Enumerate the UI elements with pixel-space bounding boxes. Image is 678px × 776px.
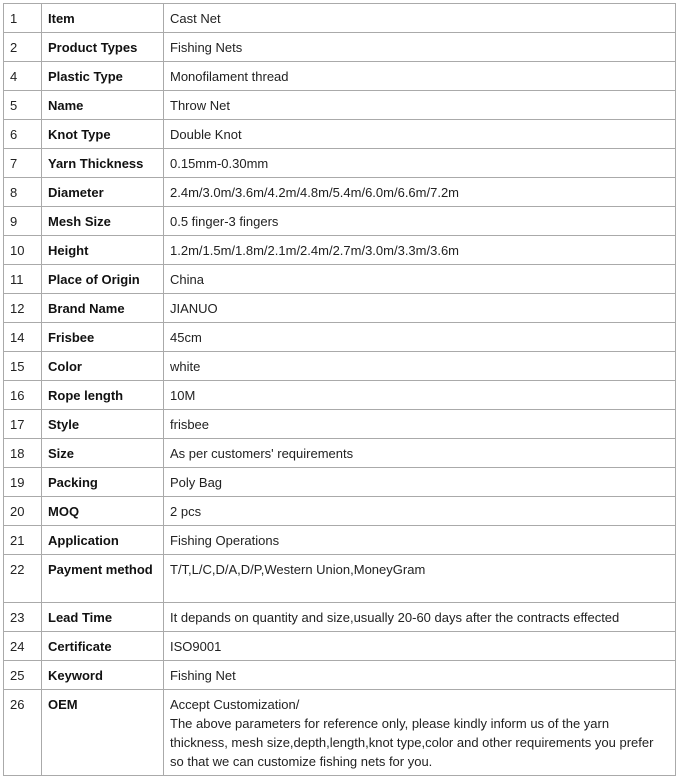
row-value: T/T,L/C,D/A,D/P,Western Union,MoneyGram — [164, 555, 676, 603]
row-value: 45cm — [164, 323, 676, 352]
row-key: Height — [42, 236, 164, 265]
row-value: Accept Customization/ The above parameters for reference only, please kindly inform us of the yarn thickness, mesh size,depth,length,knot type,color and other requirements you prefer so that we can customize fishing nets for you. — [164, 690, 676, 776]
row-number: 15 — [4, 352, 42, 381]
row-key: OEM — [42, 690, 164, 776]
table-row — [4, 207, 676, 236]
row-key: Brand Name — [42, 294, 164, 323]
row-value: white — [164, 352, 676, 381]
row-value: 1.2m/1.5m/1.8m/2.1m/2.4m/2.7m/3.0m/3.3m/3.6m — [164, 236, 676, 265]
row-number: 8 — [4, 178, 42, 207]
table-row — [4, 410, 676, 439]
row-number: 10 — [4, 236, 42, 265]
table-row — [4, 468, 676, 497]
row-number: 26 — [4, 690, 42, 776]
row-value: ISO9001 — [164, 632, 676, 661]
table-row — [4, 294, 676, 323]
table-row — [4, 33, 676, 62]
row-key: Color — [42, 352, 164, 381]
spec-table-body — [4, 4, 676, 776]
table-row — [4, 603, 676, 632]
table-row — [4, 381, 676, 410]
row-value: Fishing Operations — [164, 526, 676, 555]
row-number: 11 — [4, 265, 42, 294]
row-number: 7 — [4, 149, 42, 178]
table-row — [4, 4, 676, 33]
row-number: 19 — [4, 468, 42, 497]
row-value: As per customers' requirements — [164, 439, 676, 468]
row-number: 2 — [4, 33, 42, 62]
row-value: 2 pcs — [164, 497, 676, 526]
row-number: 23 — [4, 603, 42, 632]
row-key: Style — [42, 410, 164, 439]
row-key: Place of Origin — [42, 265, 164, 294]
row-key: Item — [42, 4, 164, 33]
row-number: 24 — [4, 632, 42, 661]
row-number: 12 — [4, 294, 42, 323]
row-key: Plastic Type — [42, 62, 164, 91]
row-value: Fishing Nets — [164, 33, 676, 62]
row-key: Knot Type — [42, 120, 164, 149]
row-number: 25 — [4, 661, 42, 690]
row-number: 22 — [4, 555, 42, 603]
row-number: 1 — [4, 4, 42, 33]
table-row — [4, 632, 676, 661]
row-key: Packing — [42, 468, 164, 497]
row-key: Application — [42, 526, 164, 555]
table-row — [4, 690, 676, 776]
table-row — [4, 323, 676, 352]
table-row — [4, 265, 676, 294]
row-key: Size — [42, 439, 164, 468]
row-value: Monofilament thread — [164, 62, 676, 91]
table-row — [4, 62, 676, 91]
row-key: Keyword — [42, 661, 164, 690]
row-key: Frisbee — [42, 323, 164, 352]
table-row — [4, 497, 676, 526]
table-row — [4, 526, 676, 555]
row-value: Poly Bag — [164, 468, 676, 497]
row-number: 21 — [4, 526, 42, 555]
row-value: 2.4m/3.0m/3.6m/4.2m/4.8m/5.4m/6.0m/6.6m/7.2m — [164, 178, 676, 207]
row-number: 17 — [4, 410, 42, 439]
row-value: frisbee — [164, 410, 676, 439]
row-value: Throw Net — [164, 91, 676, 120]
table-row — [4, 120, 676, 149]
table-row — [4, 661, 676, 690]
row-number: 18 — [4, 439, 42, 468]
row-key: Rope length — [42, 381, 164, 410]
row-key: Yarn Thickness — [42, 149, 164, 178]
row-key: Lead Time — [42, 603, 164, 632]
row-number: 5 — [4, 91, 42, 120]
row-key: Certificate — [42, 632, 164, 661]
table-row — [4, 236, 676, 265]
table-row — [4, 178, 676, 207]
row-key: MOQ — [42, 497, 164, 526]
row-number: 9 — [4, 207, 42, 236]
row-number: 6 — [4, 120, 42, 149]
row-value: 10M — [164, 381, 676, 410]
row-number: 4 — [4, 62, 42, 91]
row-number: 16 — [4, 381, 42, 410]
row-value: Double Knot — [164, 120, 676, 149]
row-number: 20 — [4, 497, 42, 526]
row-value: It depands on quantity and size,usually 20-60 days after the contracts effected — [164, 603, 676, 632]
table-row — [4, 149, 676, 178]
row-key: Mesh Size — [42, 207, 164, 236]
table-row — [4, 91, 676, 120]
table-row — [4, 439, 676, 468]
row-key: Diameter — [42, 178, 164, 207]
row-key: Product Types — [42, 33, 164, 62]
row-value: 0.5 finger-3 fingers — [164, 207, 676, 236]
row-value: 0.15mm-0.30mm — [164, 149, 676, 178]
table-row — [4, 555, 676, 603]
row-number: 14 — [4, 323, 42, 352]
row-value: Cast Net — [164, 4, 676, 33]
table-row — [4, 352, 676, 381]
row-key: Name — [42, 91, 164, 120]
row-value: China — [164, 265, 676, 294]
row-value: JIANUO — [164, 294, 676, 323]
row-value: Fishing Net — [164, 661, 676, 690]
row-key: Payment method — [42, 555, 164, 603]
product-spec-table — [3, 3, 676, 776]
